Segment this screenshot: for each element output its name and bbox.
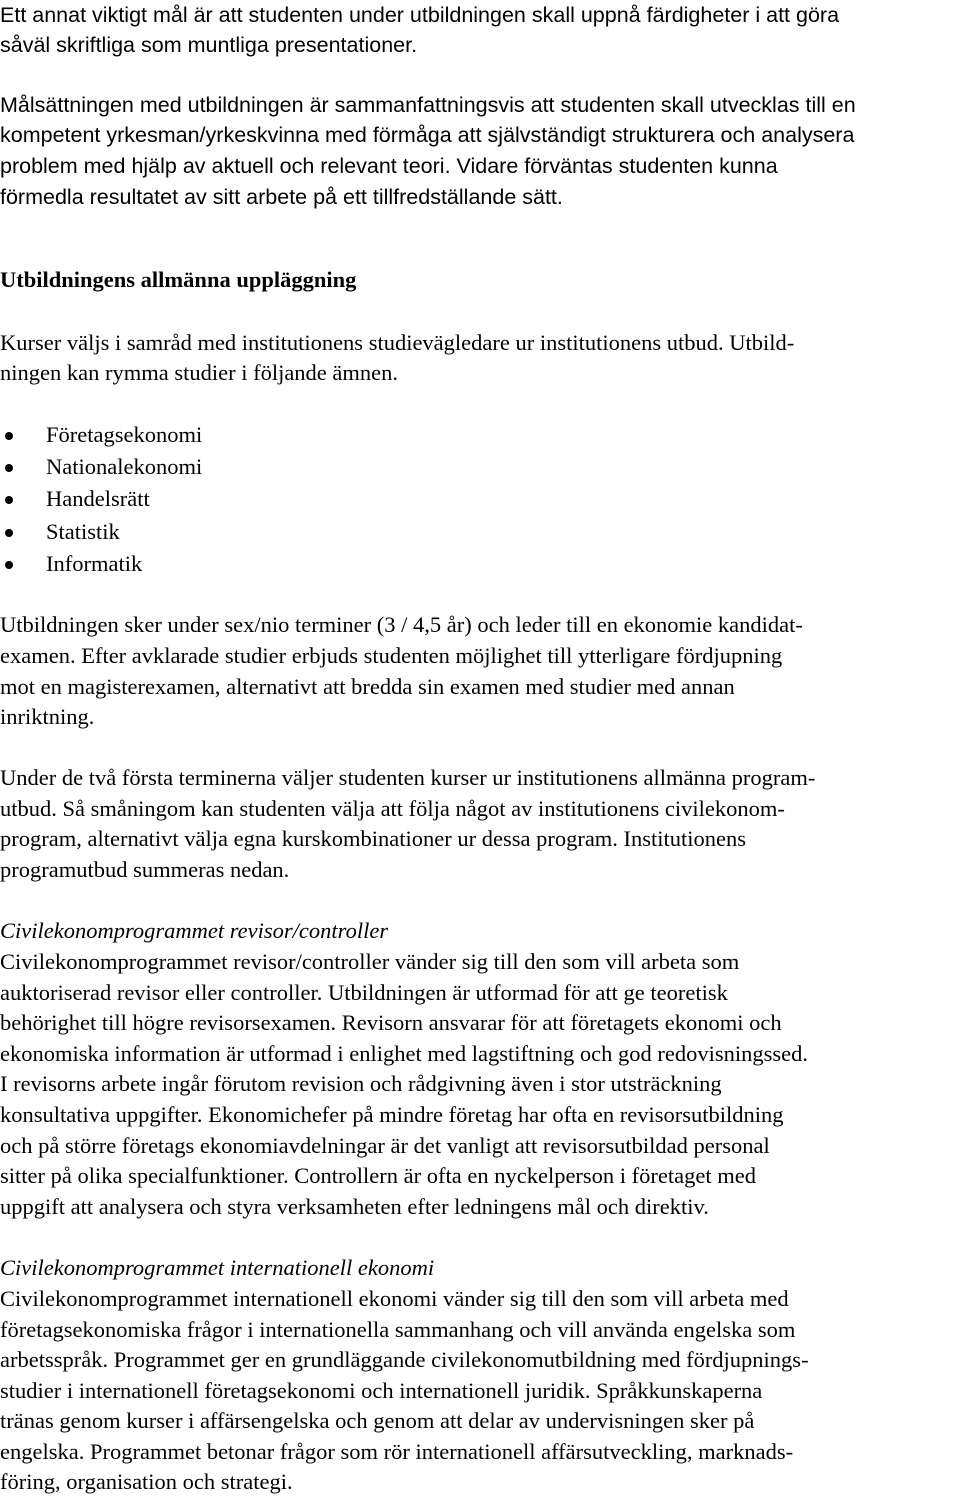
subject-list-item: Handelsrätt	[46, 486, 150, 511]
duration-paragraph-line: examen. Efter avklarade studier erbjuds studenten möjlighet till ytterligare fördjupning	[0, 643, 783, 668]
program-revisor-line: och på större företags ekonomiavdelningar är det vanligt att revisorsutbildad personal	[0, 1133, 770, 1158]
courses-paragraph-line: Kurser väljs i samråd med institutionens studievägledare ur institutionens utbud. Utbild-	[0, 330, 795, 355]
program-international-line: engelska. Programmet betonar frågor som rör internationell affärsutveckling, marknads-	[0, 1439, 794, 1464]
subject-list-item: Nationalekonomi	[46, 454, 203, 479]
bullet-icon	[5, 561, 13, 569]
terms-paragraph-line: utbud. Så småningom kan studenten välja att följa något av institutionens civilekonom-	[0, 796, 785, 821]
goal-paragraph-line: Målsättningen med utbildningen är sammanfattningsvis att studenten skall utvecklas till en	[0, 93, 856, 117]
courses-paragraph-line: ningen kan rymma studier i följande ämnen.	[0, 360, 399, 385]
section-heading: Utbildningens allmänna uppläggning	[0, 267, 357, 292]
program-revisor-line: konsultativa uppgifter. Ekonomichefer på mindre företag har ofta en revisorsutbildning	[0, 1102, 784, 1127]
bullet-icon	[5, 496, 13, 504]
intro-paragraph-line: Ett annat viktigt mål är att studenten under utbildningen skall uppnå färdigheter i att göra	[0, 3, 840, 27]
program-international-title: Civilekonomprogrammet internationell ekonomi	[0, 1255, 435, 1280]
terms-paragraph-line: Under de två första terminerna väljer studenten kurser ur institutionens allmänna program-	[0, 765, 816, 790]
program-revisor-title: Civilekonomprogrammet revisor/controller	[0, 918, 389, 943]
subject-list-item: Informatik	[46, 551, 143, 576]
duration-paragraph-line: Utbildningen sker under sex/nio terminer (3 / 4,5 år) och leder till en ekonomie kandidat-	[0, 612, 803, 637]
program-revisor-line: ekonomiska information är utformad i enlighet med lagstiftning och god redovisningssed.	[0, 1041, 808, 1066]
intro-paragraph-line: såväl skriftliga som muntliga presentationer.	[0, 33, 418, 57]
program-international-line: arbetsspråk. Programmet ger en grundläggande civilekonomutbildning med fördjupnings-	[0, 1347, 809, 1372]
program-international-line: föring, organisation och strategi.	[0, 1469, 293, 1494]
subject-list-item: Statistik	[46, 519, 120, 544]
program-revisor-line: auktoriserad revisor eller controller. Utbildningen är utformad för att ge teoretisk	[0, 980, 728, 1005]
program-international-line: Civilekonomprogrammet internationell ekonomi vänder sig till den som vill arbeta med	[0, 1286, 789, 1311]
goal-paragraph-line: förmedla resultatet av sitt arbete på ett tillfredställande sätt.	[0, 185, 563, 209]
program-revisor-line: sitter på olika specialfunktioner. Controllern är ofta en nyckelperson i företaget med	[0, 1163, 756, 1188]
program-revisor-line: behörighet till högre revisorsexamen. Revisorn ansvarar för att företagets ekonomi och	[0, 1010, 782, 1035]
terms-paragraph-line: program, alternativt välja egna kurskombinationer ur dessa program. Institutionens	[0, 826, 747, 851]
bullet-icon	[5, 529, 13, 537]
goal-paragraph-line: problem med hjälp av aktuell och relevant teori. Vidare förväntas studenten kunna	[0, 154, 778, 178]
duration-paragraph-line: mot en magisterexamen, alternativt att bredda sin examen med studier med annan	[0, 674, 735, 699]
program-revisor-line: Civilekonomprogrammet revisor/controller vänder sig till den som vill arbeta som	[0, 949, 740, 974]
terms-paragraph-line: programutbud summeras nedan.	[0, 857, 290, 882]
bullet-icon	[5, 432, 13, 440]
subject-list-item: Företagsekonomi	[46, 422, 203, 447]
program-revisor-line: I revisorns arbete ingår förutom revision och rådgivning även i stor utsträckning	[0, 1071, 722, 1096]
bullet-icon	[5, 464, 13, 472]
program-international-line: studier i internationell företagsekonomi och internationell juridik. Språkkunskaperna	[0, 1378, 763, 1403]
program-international-line: tränas genom kurser i affärsengelska och genom att delar av undervisningen sker på	[0, 1408, 755, 1433]
program-international-line: företagsekonomiska frågor i internationella sammanhang och vill använda engelska som	[0, 1317, 796, 1342]
program-revisor-line: uppgift att analysera och styra verksamheten efter ledningens mål och direktiv.	[0, 1194, 709, 1219]
goal-paragraph-line: kompetent yrkesman/yrkeskvinna med förmåga att självständigt strukturera och analysera	[0, 123, 855, 147]
duration-paragraph-line: inriktning.	[0, 704, 95, 729]
